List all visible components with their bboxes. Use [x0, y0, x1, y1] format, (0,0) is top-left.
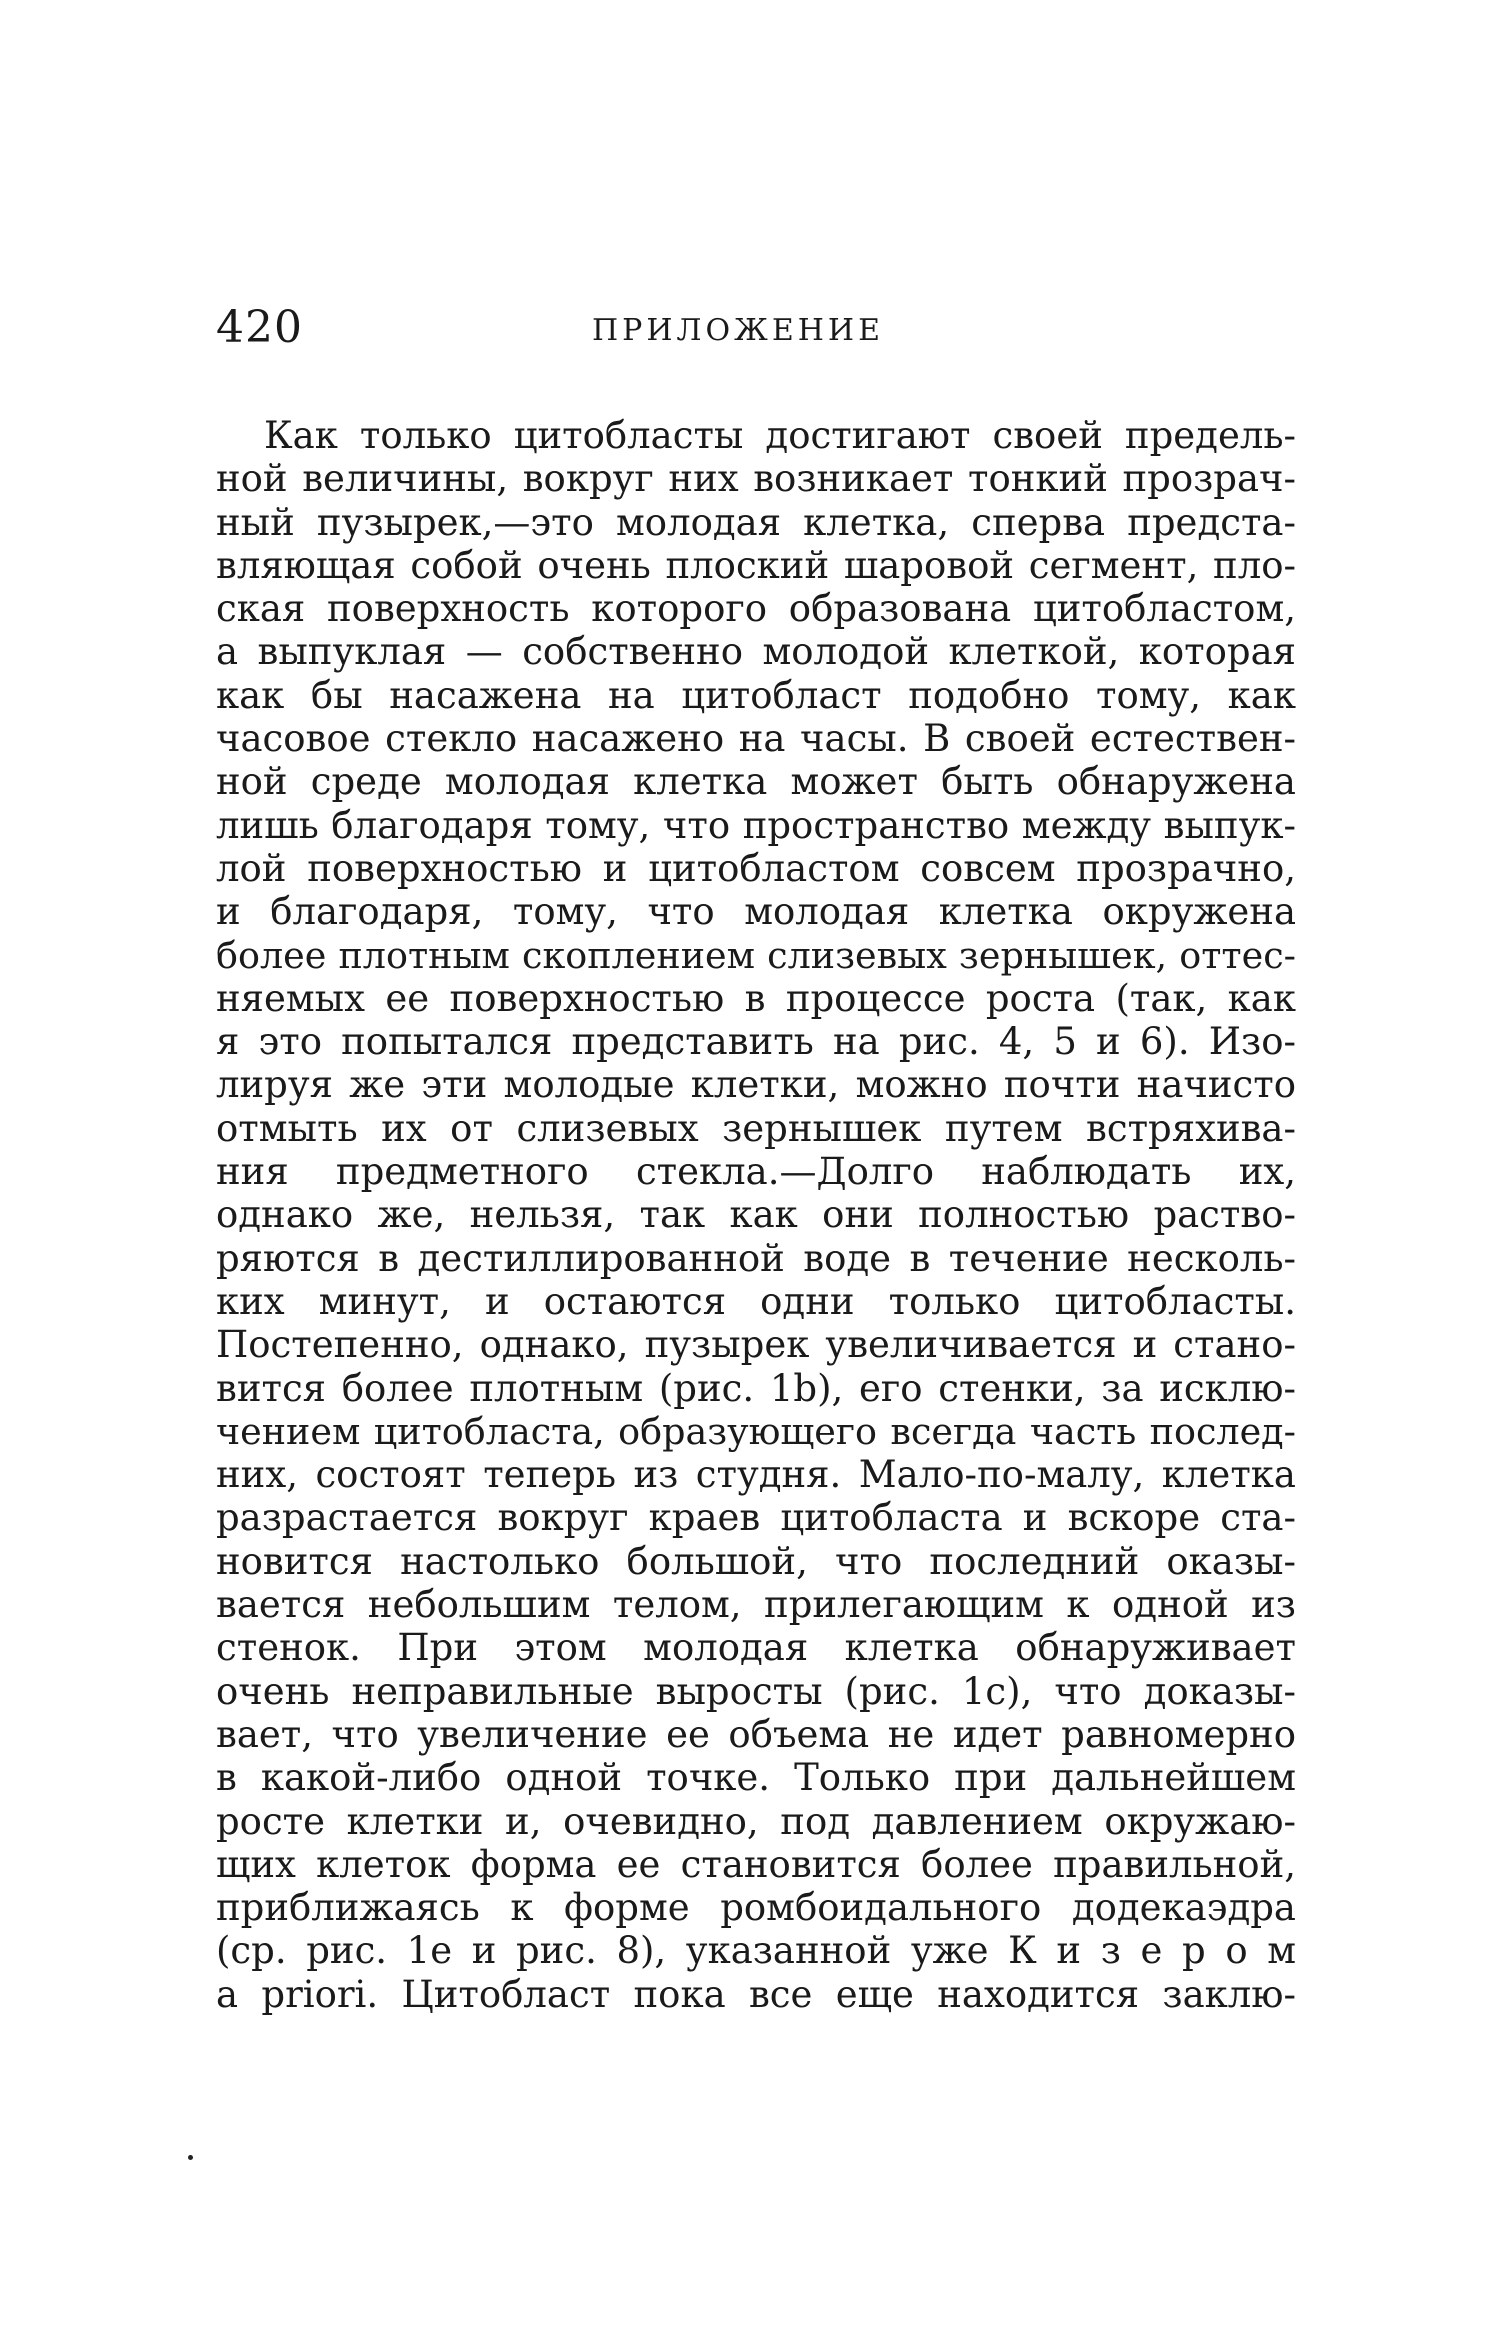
page-number: 420 [216, 302, 303, 353]
text-line: я это попытался представить на рис. 4, 5 и 6). Изо- [216, 1020, 1296, 1064]
text-line: лишь благодаря тому, что пространство между выпук- [216, 803, 1296, 847]
text-line: чением цитобласта, образующего всегда часть послед- [216, 1409, 1296, 1453]
text-line: ряются в дестиллированной воде в течение несколь- [216, 1236, 1296, 1280]
running-head [216, 298, 1296, 358]
text-line: ния предметного стекла.—Долго наблюдать их, [216, 1150, 1296, 1194]
text-line: в какой-либо одной точке. Только при дальнейшем [216, 1756, 1296, 1800]
text-line: лируя же эти молодые клетки, можно почти начисто [216, 1063, 1296, 1107]
text-line: ной среде молодая клетка может быть обнаружена [216, 760, 1296, 804]
text-line: ный пузырек,—это молодая клетка, сперва предста- [216, 500, 1296, 544]
text-line: ной величины, вокруг них возникает тонкий прозрач- [216, 457, 1296, 501]
text-line: вится более плотным (рис. 1b), его стенки, за исклю- [216, 1366, 1296, 1410]
text-line: (ср. рис. 1e и рис. 8), указанной уже К и з е р о м [216, 1929, 1296, 1973]
text-line: часовое стекло насажено на часы. В своей естествен- [216, 717, 1296, 761]
text-line: a priori. Цитобласт пока все еще находится заклю- [216, 1972, 1296, 2016]
text-line: разрастается вокруг краев цитобласта и вскоре ста- [216, 1496, 1296, 1540]
text-line: однако же, нельзя, так как они полностью раство- [216, 1193, 1296, 1237]
text-line: более плотным скоплением слизевых зернышек, оттес- [216, 933, 1296, 977]
text-line: приближаясь к форме ромбоидального додекаэдра [216, 1886, 1296, 1930]
text-line: стенок. При этом молодая клетка обнаруживает [216, 1626, 1296, 1670]
text-line: лой поверхностью и цитобластом совсем прозрачно, [216, 846, 1296, 890]
text-line: ких минут, и остаются одни только цитобласты. [216, 1279, 1296, 1323]
text-line: отмыть их от слизевых зернышек путем встряхива- [216, 1106, 1296, 1150]
stray-ink-dot [188, 2155, 193, 2160]
text-line: вает, что увеличение ее объема не идет равномерно [216, 1712, 1296, 1756]
text-line: очень неправильные выросты (рис. 1c), что доказы- [216, 1669, 1296, 1713]
text-line: ская поверхность которого образована цитобластом, [216, 587, 1296, 631]
body-paragraph [216, 414, 1296, 2016]
text-line: Постепенно, однако, пузырек увеличивается и стано- [216, 1323, 1296, 1367]
text-line: росте клетки и, очевидно, под давлением окружаю- [216, 1799, 1296, 1843]
text-line: а выпуклая — собственно молодой клеткой, которая [216, 630, 1296, 674]
text-line: как бы насажена на цитобласт подобно тому, как [216, 673, 1296, 717]
section-title: ПРИЛОЖЕНИЕ [592, 313, 884, 348]
text-line: вляющая собой очень плоский шаровой сегмент, пло- [216, 543, 1296, 587]
text-line: щих клеток форма ее становится более правильной, [216, 1842, 1296, 1886]
text-line: и благодаря, тому, что молодая клетка окружена [216, 890, 1296, 934]
text-line: Как только цитобласты достигают своей предель- [264, 414, 1296, 457]
text-line: новится настолько большой, что последний оказы- [216, 1539, 1296, 1583]
text-line: няемых ее поверхностью в процессе роста (так, как [216, 976, 1296, 1020]
text-line: вается небольшим телом, прилегающим к одной из [216, 1583, 1296, 1627]
text-line: них, состоят теперь из студня. Мало-по-малу, клетка [216, 1453, 1296, 1497]
